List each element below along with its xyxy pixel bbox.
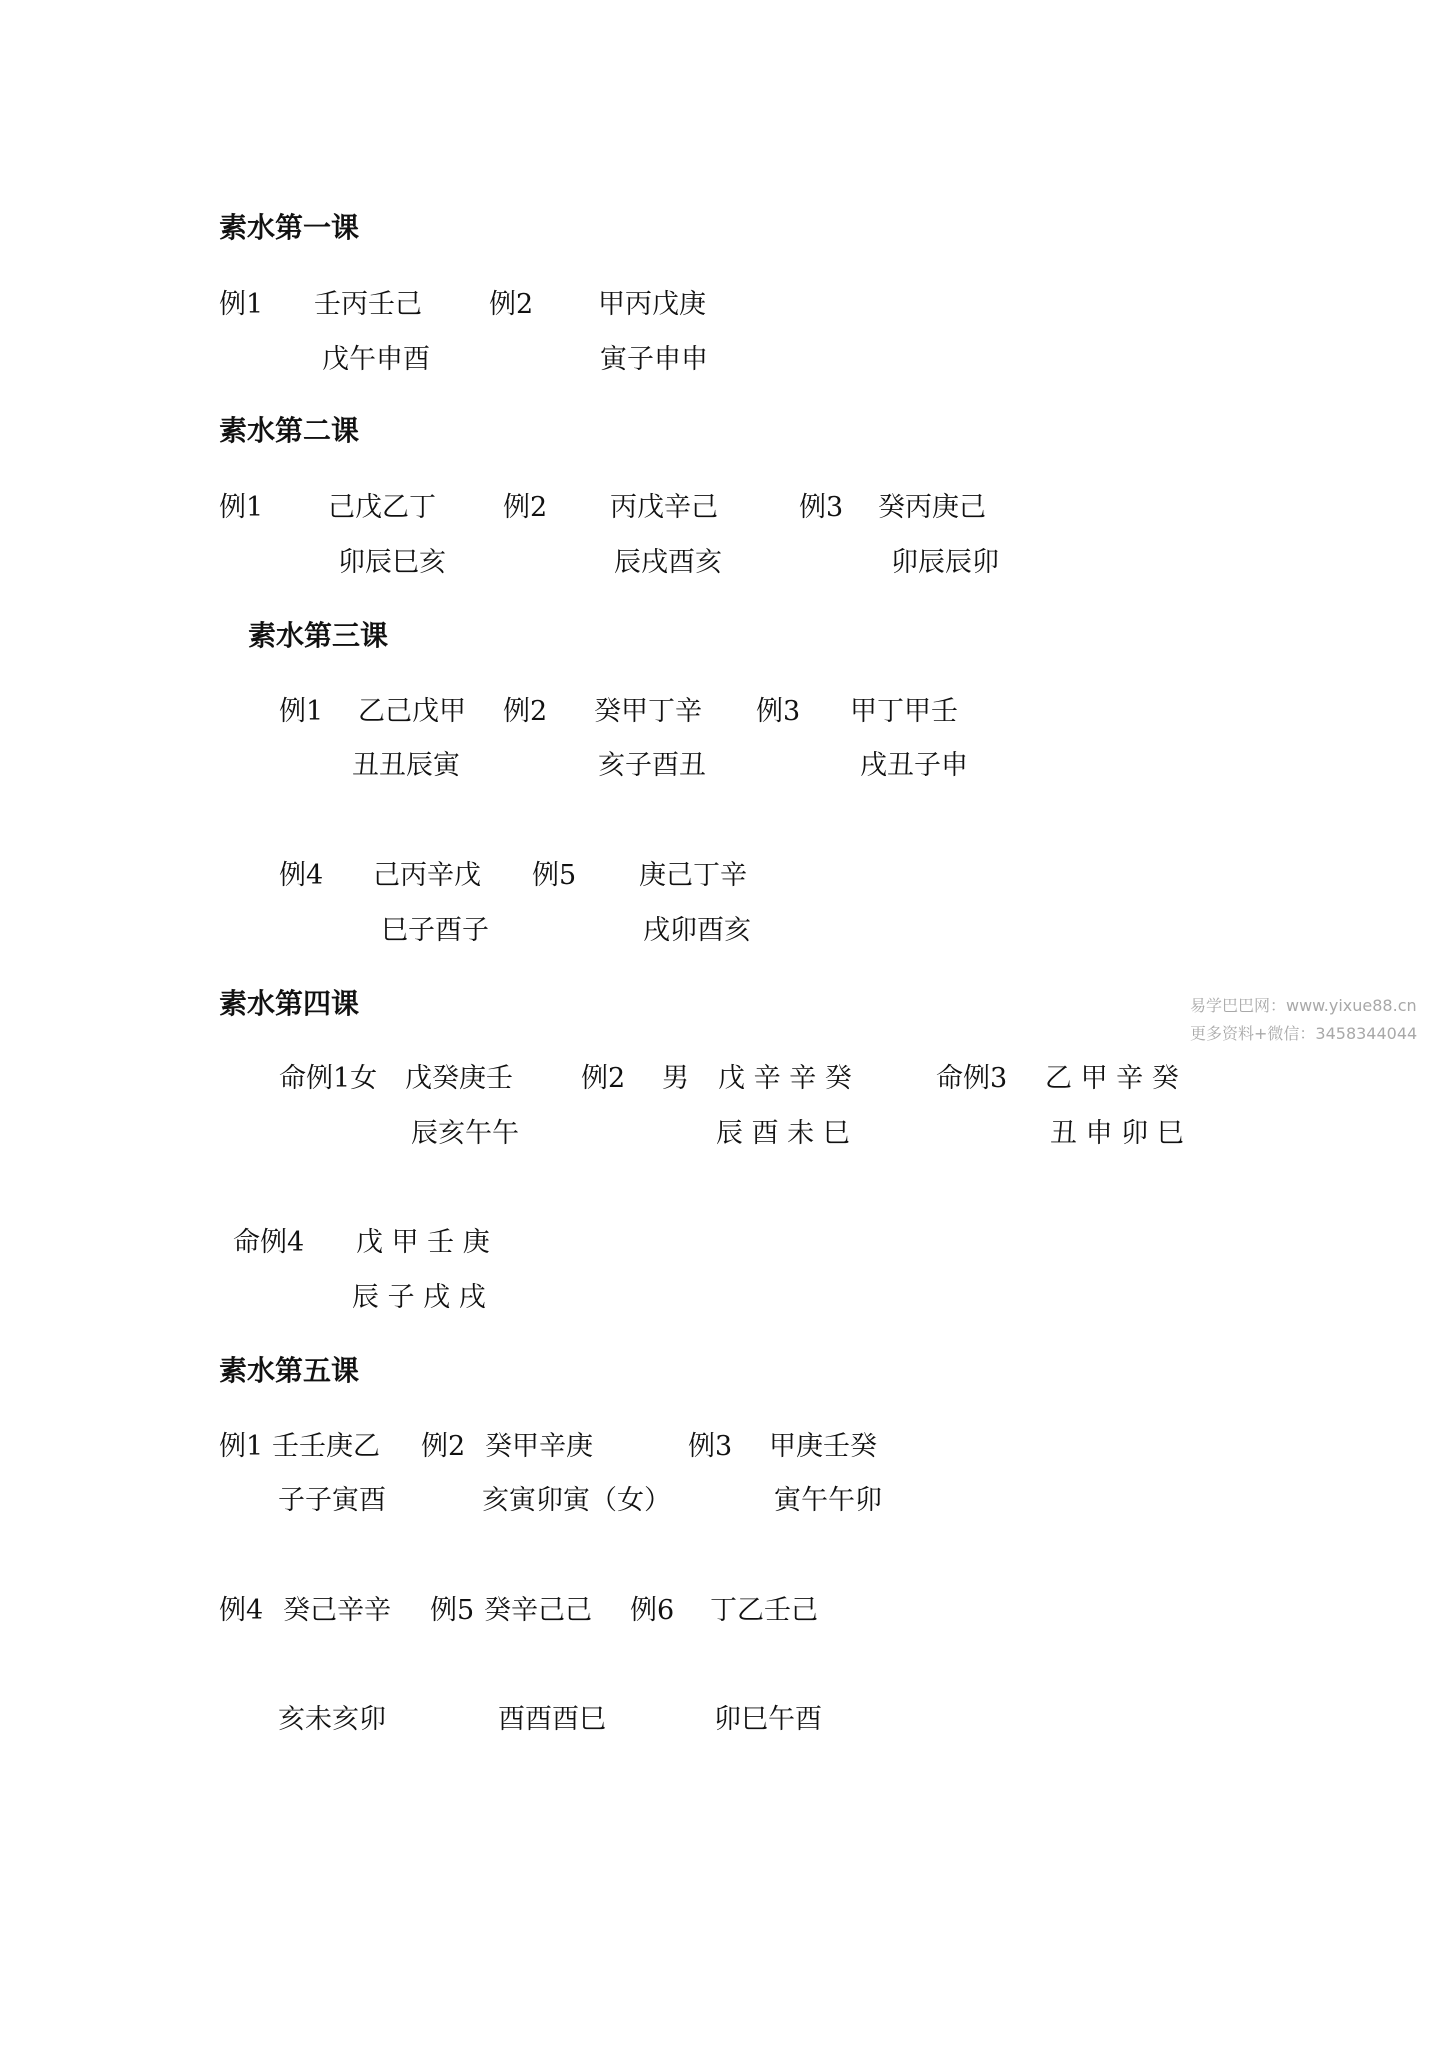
example-stems: 癸己辛辛	[283, 1595, 391, 1626]
example-branches: 戊午申酉	[322, 344, 430, 375]
example-branches: 寅子申申	[600, 344, 708, 375]
example-branches: 酉酉酉巳	[498, 1704, 606, 1735]
example-stems: 癸甲辛庚	[485, 1431, 593, 1462]
example-stems: 己丙辛戊	[373, 860, 481, 891]
example-stems: 甲庚壬癸	[769, 1431, 877, 1462]
lesson-title: 素水第二课	[219, 414, 360, 447]
example-branches: 辰戌酉亥	[614, 547, 722, 578]
example-stems: 癸辛己己	[484, 1595, 592, 1626]
example-label: 例5	[430, 1595, 475, 1626]
example-label: 例3	[688, 1431, 733, 1462]
example-stems: 戊 辛 辛 癸	[718, 1063, 852, 1094]
example-branches: 卯辰辰卯	[891, 547, 999, 578]
example-branches: 辰亥午午	[411, 1118, 519, 1149]
example-branches: 卯辰巳亥	[338, 547, 446, 578]
example-label: 例5	[532, 860, 577, 891]
example-stems: 戊 甲 壬 庚	[356, 1227, 490, 1258]
example-stems: 丁乙壬己	[710, 1595, 818, 1626]
example-gender: 男	[662, 1063, 689, 1094]
example-label: 例1	[219, 1431, 264, 1462]
example-label: 例2	[581, 1063, 626, 1094]
example-branches: 寅午午卯	[774, 1485, 882, 1516]
watermark-contact: 更多资料+微信：3458344044	[1190, 1024, 1418, 1043]
example-branches: 卯巳午酉	[714, 1704, 822, 1735]
example-label: 例3	[799, 492, 844, 523]
example-label: 例2	[489, 289, 534, 320]
example-branches: 戌丑子申	[860, 750, 968, 781]
example-label: 例1	[279, 696, 324, 727]
example-label: 命例3	[936, 1063, 1008, 1094]
example-branches: 丑丑辰寅	[352, 750, 460, 781]
example-branches: 子子寅酉	[278, 1485, 386, 1516]
example-label: 例2	[503, 696, 548, 727]
example-label: 例2	[421, 1431, 466, 1462]
example-stems: 丙戊辛己	[610, 492, 718, 523]
example-branches: 丑 申 卯 巳	[1050, 1118, 1184, 1149]
lesson-title: 素水第四课	[219, 987, 360, 1020]
example-branches: 辰 酉 未 巳	[716, 1118, 850, 1149]
example-stems: 庚己丁辛	[639, 860, 747, 891]
example-branches: 戌卯酉亥	[643, 915, 751, 946]
example-branches: 辰 子 戌 戌	[352, 1282, 486, 1313]
example-stems: 戊癸庚壬	[405, 1063, 513, 1094]
example-label: 例6	[630, 1595, 675, 1626]
example-stems: 壬丙壬己	[314, 289, 422, 320]
lesson-title: 素水第一课	[219, 211, 360, 244]
example-stems: 甲丙戊庚	[598, 289, 706, 320]
example-label: 例4	[279, 860, 324, 891]
example-stems: 壬壬庚乙	[272, 1431, 380, 1462]
example-branches: 亥寅卯寅（女）	[482, 1485, 671, 1516]
example-stems: 己戊乙丁	[328, 492, 436, 523]
example-branches: 亥未亥卯	[278, 1704, 386, 1735]
example-stems: 癸丙庚己	[878, 492, 986, 523]
example-label: 例3	[756, 696, 801, 727]
example-label: 例4	[219, 1595, 264, 1626]
watermark-site: 易学巴巴网：www.yixue88.cn	[1190, 996, 1417, 1015]
example-stems: 甲丁甲壬	[850, 696, 958, 727]
example-branches: 巳子酉子	[381, 915, 489, 946]
example-stems: 癸甲丁辛	[594, 696, 702, 727]
lesson-title: 素水第三课	[248, 619, 389, 652]
example-stems: 乙 甲 辛 癸	[1045, 1063, 1179, 1094]
example-stems: 乙己戊甲	[358, 696, 466, 727]
example-branches: 亥子酉丑	[598, 750, 706, 781]
example-label: 例2	[503, 492, 548, 523]
example-label: 例1	[219, 492, 264, 523]
example-label: 例1	[219, 289, 264, 320]
lesson-title: 素水第五课	[219, 1354, 360, 1387]
example-label: 命例1女	[279, 1063, 378, 1094]
example-label: 命例4	[233, 1227, 305, 1258]
